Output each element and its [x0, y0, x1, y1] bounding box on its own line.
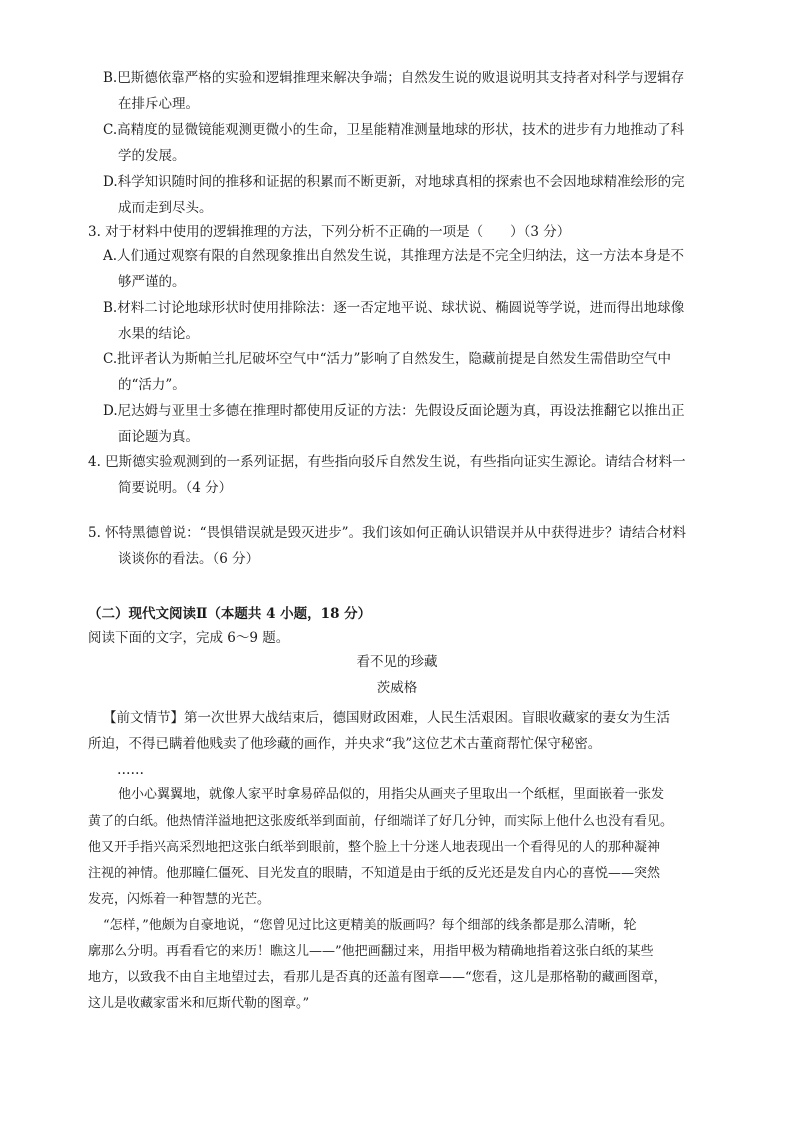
q2-option-d-line2: 成而走到尽头。 — [118, 200, 213, 216]
q4-line2: 简要说明。（4 分） — [118, 480, 233, 496]
q5-line2: 谈谈你的看法。（6 分） — [118, 551, 260, 567]
q3-option-b-line2: 水果的结论。 — [118, 326, 199, 342]
passage-p2-line3: 地方，以致我不由自主地望过去，看那儿是否真的还盖有图章——“您看，这儿是那格勒的藏画图章， — [88, 970, 667, 985]
passage-p1-line2: 黄了的白纸。他热情洋溢地把这张废纸举到面前，仔细端详了好几分钟，而实际上他什么也没有看见。 — [88, 814, 674, 829]
passage-p1-line5: 发亮，闪烁着一种智慧的光芒。 — [88, 892, 271, 907]
section-instruction: 阅读下面的文字，完成 6～9 题。 — [88, 630, 290, 646]
passage-p1-line4: 注视的神情。他那瞳仁僵死、目光发直的眼睛，不知道是由于纸的反光还是发自内心的喜悦——突然 — [88, 866, 661, 881]
q5-line1: 5. 怀特黑德曾说：“畏惧错误就是毁灭进步”。我们该如何正确认识错误并从中获得进步？请结合材料 — [88, 525, 686, 541]
q2-option-c-line2: 学的发展。 — [118, 148, 186, 164]
passage-ellipsis: …… — [117, 762, 144, 778]
passage-author: 茨威格 — [376, 680, 418, 696]
passage-p2-line2: 廓那么分明。再看看它的来历！瞧这儿——”他把画翻过来，用指甲极为精确地指着这张白纸的某些 — [88, 944, 654, 959]
q4-line1: 4. 巴斯德实验观测到的一系列证据，有些指向驳斥自然发生说，有些指向证实生源论。请结合材料一 — [88, 454, 686, 470]
passage-p2-line4: 这儿是收藏家雷米和厄斯代勒的图章。” — [88, 996, 310, 1011]
passage-p1-line1: 他小心翼翼地，就像人家平时拿易碎品似的，用指尖从画夹子里取出一个纸框，里面嵌着一张发 — [118, 787, 665, 802]
q2-option-c-line1: C.高精度的显微镜能观测更微小的生命，卫星能精准测量地球的形状，技术的进步有力地推动了科 — [103, 122, 685, 138]
q3-option-c-line2: 的“活力”。 — [118, 377, 186, 393]
q3-option-a-line2: 够严谨的。 — [118, 274, 186, 290]
q3-option-d-line1: D.尼达姆与亚里士多德在推理时都使用反证的方法：先假设反面论题为真，再设法推翻它以推出正 — [103, 403, 685, 419]
passage-intro-line1: 【前文情节】第一次世界大战结束后，德国财政困难，人民生活艰困。盲眼收藏家的妻女为生活 — [103, 710, 670, 726]
q3-option-b-line1: B.材料二讨论地球形状时使用排除法：逐一否定地平说、球状说、椭圆说等学说，进而得出地球像 — [103, 300, 685, 316]
passage-p2-line1: “怎样，”他颇为自豪地说，“您曾见过比这更精美的版画吗？每个细部的线条都是那么清晰，轮 — [103, 918, 637, 933]
passage-intro-line2: 所迫，不得已瞒着他贱卖了他珍藏的画作，并央求“我”这位艺术古董商帮忙保守秘密。 — [88, 736, 602, 752]
q3-option-a-line1: A.人们通过观察有限的自然现象推出自然发生说，其推理方法是不完全归纳法，这一方法本身是不 — [103, 248, 685, 264]
q3-option-d-line2: 面论题为真。 — [118, 429, 199, 445]
q2-option-d-line1: D.科学知识随时间的推移和证据的积累而不断更新，对地球真相的探索也不会因地球精准绘形的完 — [103, 174, 685, 190]
q2-option-b-line2: 在排斥心理。 — [118, 96, 199, 112]
q3-option-c-line1: C.批评者认为斯帕兰扎尼破坏空气中“活力”影响了自然发生，隐藏前提是自然发生需借助空气中 — [103, 351, 671, 367]
q2-option-b-line1: B.巴斯德依靠严格的实验和逻辑推理来解决争端；自然发生说的败退说明其支持者对科学与逻辑存 — [103, 70, 685, 86]
section-heading: （二）现代文阅读Ⅱ（本题共 4 小题，18 分） — [88, 606, 372, 622]
q3-stem: 3. 对于材料中使用的逻辑推理的方法，下列分析不正确的一项是（ ）（3 分） — [88, 224, 571, 240]
passage-title: 看不见的珍藏 — [356, 654, 438, 670]
passage-p1-line3: 他又开手指兴高采烈地把这张白纸举到眼前，整个脸上十分迷人地表现出一个看得见的人的那种凝神 — [88, 840, 661, 855]
